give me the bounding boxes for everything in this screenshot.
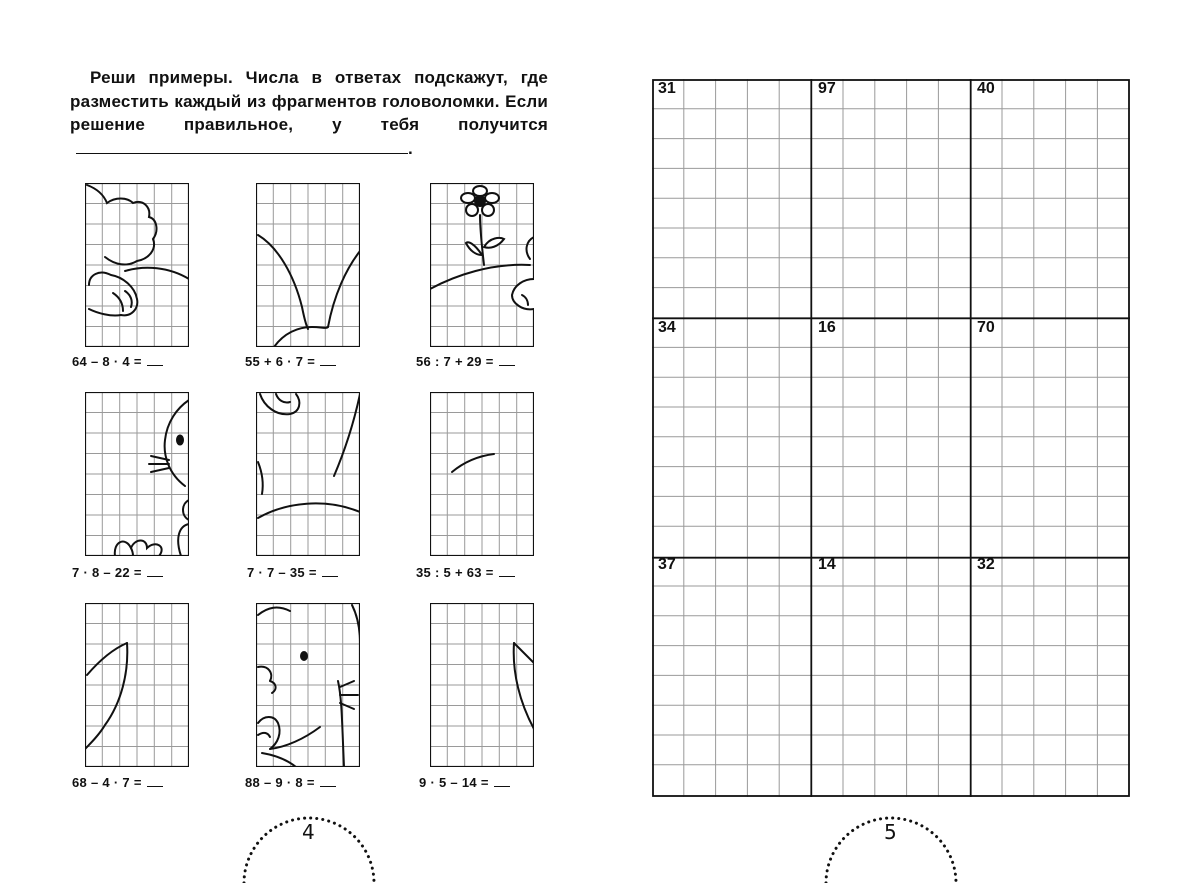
page-number-right: 5 (884, 820, 897, 844)
grid-cell-number: 34 (658, 319, 676, 336)
fragment-drawing-cat-face-edge (85, 392, 189, 556)
fragment-drawing-flower-hill (430, 183, 534, 347)
fragment-drawing-cat-ear-right (430, 603, 534, 767)
puzzle-fragment-7 (85, 603, 189, 767)
answer-grid (652, 79, 1130, 797)
puzzle-fragment-5 (256, 392, 360, 556)
fragment-drawing-bird-wing (85, 183, 189, 347)
answer-blank-line (76, 138, 408, 154)
fragment-drawing-single-arc (430, 392, 534, 556)
fragment-drawing-cat-head (256, 603, 360, 767)
grid-cell-number: 31 (658, 80, 676, 97)
instruction-end-mark: . (408, 138, 413, 158)
grid-cell-number: 97 (818, 80, 836, 97)
math-expression-3: 56 : 7 + 29 = (416, 354, 515, 369)
grid-cell-number: 70 (977, 319, 995, 336)
grid-cell-number: 32 (977, 556, 995, 573)
answer-blank[interactable] (147, 355, 163, 366)
grid-cell-number: 14 (818, 556, 836, 573)
puzzle-fragment-1 (85, 183, 189, 347)
grid-cell-number: 37 (658, 556, 676, 573)
puzzle-fragment-8 (256, 603, 360, 767)
answer-blank[interactable] (322, 566, 338, 577)
math-expression-7: 68 – 4 · 7 = (72, 775, 163, 790)
puzzle-fragment-6 (430, 392, 534, 556)
math-expression-9: 9 · 5 – 14 = (419, 775, 510, 790)
instruction-text (70, 66, 548, 160)
fragment-drawing-ear-body (256, 392, 360, 556)
puzzle-fragment-4 (85, 392, 189, 556)
fragment-drawing-body-curves (256, 183, 360, 347)
math-expression-5: 7 · 7 – 35 = (247, 565, 338, 580)
puzzle-fragment-3 (430, 183, 534, 347)
math-expression-1: 64 – 8 · 4 = (72, 354, 163, 369)
answer-blank[interactable] (147, 776, 163, 787)
grid-cell-number: 16 (818, 319, 836, 336)
answer-blank[interactable] (499, 355, 515, 366)
answer-blank[interactable] (320, 355, 336, 366)
answer-grid-lines (652, 79, 1130, 797)
instruction-body: Реши примеры. Числа в ответах подскажут, где разместить каждый из фрагментов головоломки. Если решение правильное, у тебя получится (70, 68, 548, 134)
math-expression-6: 35 : 5 + 63 = (416, 565, 515, 580)
math-expression-4: 7 · 8 – 22 = (72, 565, 163, 580)
puzzle-fragment-9 (430, 603, 534, 767)
page-number-left: 4 (302, 820, 315, 844)
math-expression-2: 55 + 6 · 7 = (245, 354, 336, 369)
answer-blank[interactable] (499, 566, 515, 577)
puzzle-fragment-2 (256, 183, 360, 347)
answer-blank[interactable] (494, 776, 510, 787)
answer-blank[interactable] (320, 776, 336, 787)
fragment-drawing-cat-ear-left (85, 603, 189, 767)
math-expression-8: 88 – 9 · 8 = (245, 775, 336, 790)
answer-blank[interactable] (147, 566, 163, 577)
grid-cell-number: 40 (977, 80, 995, 97)
